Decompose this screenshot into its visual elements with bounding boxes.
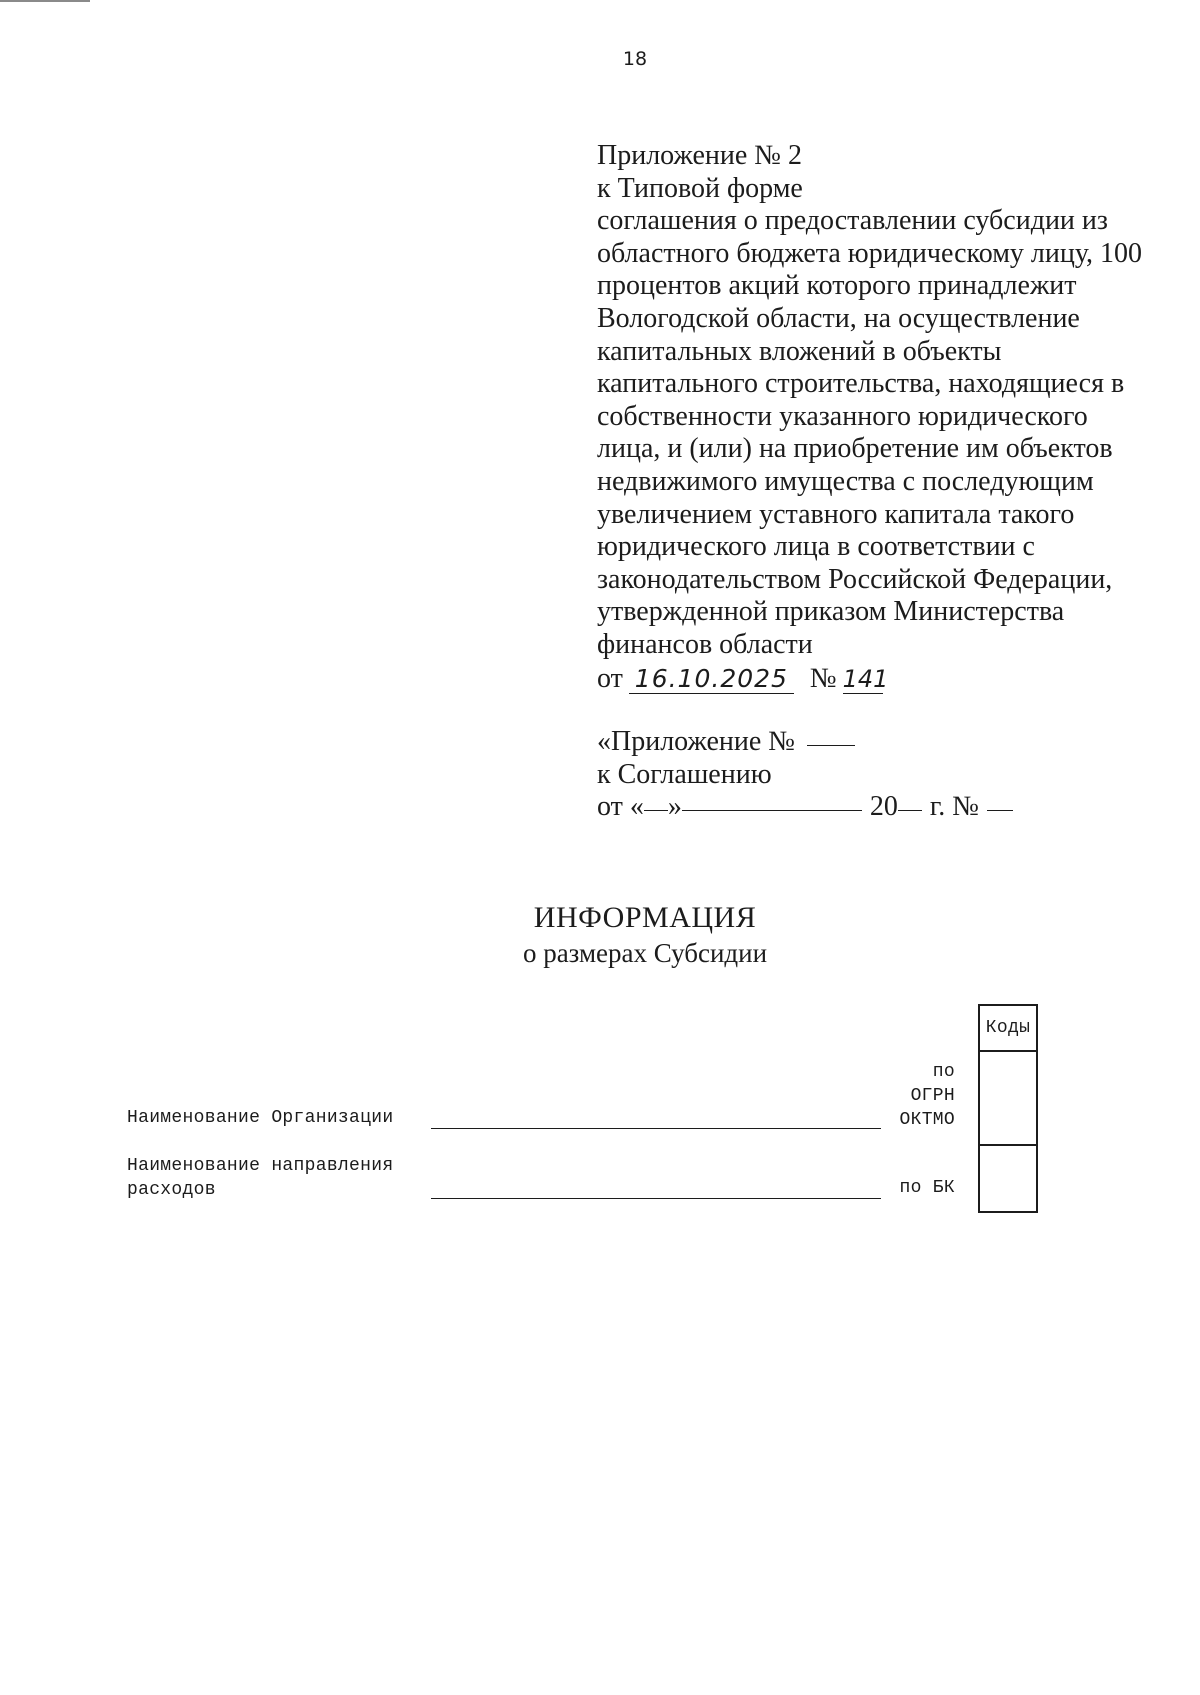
appendix-line: утвержденной приказом Министерства: [597, 596, 1065, 628]
appendix-number-blank[interactable]: [807, 744, 855, 746]
organization-fill-line[interactable]: [431, 1128, 881, 1129]
direction-label-line2: расходов: [127, 1180, 216, 1200]
ogrn-code-cell[interactable]: [980, 1052, 1036, 1146]
ogrn-label-ogrn: ОГРН: [910, 1086, 955, 1106]
agreement-line-1: [597, 726, 1013, 759]
appendix-line: Приложение № 2: [597, 140, 802, 171]
document-title: ИНФОРМАЦИЯ: [533, 901, 757, 934]
appendix-line: процентов акций которого принадлежит: [597, 270, 1077, 302]
appendix-line: недвижимого имущества с последующим: [597, 465, 1094, 497]
appendix-line: капитальных вложений в объекты: [597, 335, 1002, 367]
page-number: 18: [622, 48, 648, 70]
agreement-appendix-label: «Приложение №: [597, 726, 795, 757]
month-blank[interactable]: [682, 809, 862, 811]
handwritten-number: 141: [842, 664, 889, 693]
order-date-line: [597, 663, 1187, 696]
appendix-line: финансов области: [597, 628, 813, 660]
agreement-date-line: [597, 791, 1013, 824]
agreement-reference: [597, 726, 1013, 824]
ogrn-label-po: по: [932, 1062, 955, 1082]
appendix-line: лица, и (или) на приобретение им объектов: [597, 433, 1113, 465]
appendix-line: законодательством Российской Федерации,: [597, 563, 1113, 595]
quote-close: »: [667, 791, 682, 823]
year-suffix: г. №: [929, 791, 979, 823]
from-label: от: [597, 662, 623, 694]
agreement-line-2: [597, 759, 1013, 792]
agreement-from-label: от «: [597, 791, 644, 823]
appendix-line: к Типовой форме: [597, 172, 803, 204]
ogrn-label-group: [835, 1060, 955, 1132]
bk-code-cell[interactable]: [980, 1146, 1036, 1211]
year-blank[interactable]: [898, 809, 922, 811]
codes-header: Коды: [980, 1006, 1036, 1052]
appendix-line: юридического лица в соответствии с: [597, 531, 1035, 563]
appendix-line: капитального строительства, находящиеся в: [597, 368, 1125, 400]
handwritten-date: 16.10.2025: [629, 665, 794, 694]
appendix-line: собственности указанного юридического: [597, 400, 1088, 432]
codes-table: [978, 1004, 1038, 1213]
number-label: №: [809, 662, 837, 694]
appendix-line: областного бюджета юридическому лицу, 100: [597, 237, 1143, 269]
year-label: 20: [869, 791, 898, 823]
direction-label-line1: Наименование направления: [127, 1156, 394, 1176]
document-subtitle: о размерах Субсидии: [522, 938, 768, 968]
bk-label: по БК: [899, 1178, 955, 1198]
appendix-heading: [597, 140, 1187, 695]
appendix-line: увеличением уставного капитала такого: [597, 498, 1075, 530]
agreement-label: к Соглашению: [597, 758, 772, 790]
organization-label: Наименование Организации: [127, 1108, 394, 1128]
scan-edge-mark: [0, 0, 90, 2]
agreement-number-blank[interactable]: [987, 809, 1013, 811]
direction-fill-line[interactable]: [431, 1198, 881, 1199]
appendix-line: Вологодской области, на осуществление: [597, 302, 1080, 334]
appendix-line: соглашения о предоставлении субсидии из: [597, 205, 1108, 237]
ogrn-label-oktmo: ОКТМО: [899, 1110, 955, 1130]
day-blank[interactable]: [644, 809, 668, 811]
